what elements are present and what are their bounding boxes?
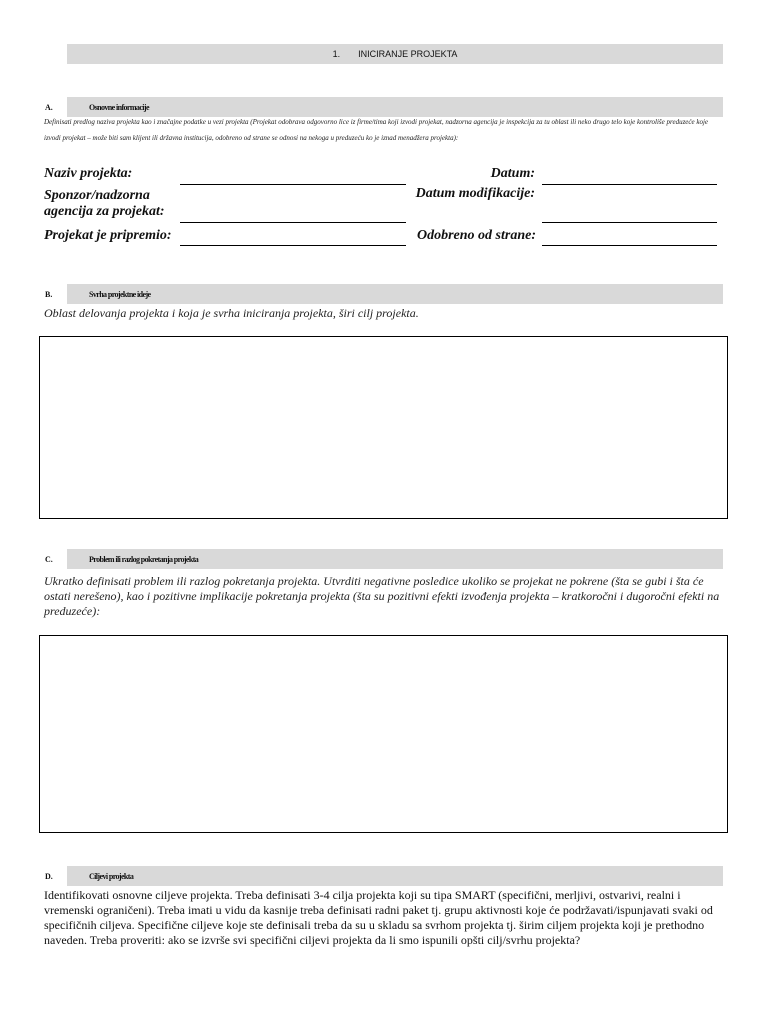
label-sponzor-line1: Sponzor/nadzorna bbox=[44, 188, 150, 203]
section-c-instruction: Ukratko definisati problem ili razlog pokretanja projekta. Utvrditi negativne posledice ukoliko se projekat ne pokrene (šta se gubi i šta će ostati nerešeno), kao i pozitivne implikacije pokretanja projekta (šta su pozitivni efekti izvođenja projekta – kratkoročni i dugoročni efekti na preduzeće): bbox=[44, 574, 720, 618]
label-odobreno-od-strane: Odobreno od strane: bbox=[416, 228, 536, 243]
section-b-title: Svrha projektne ideje bbox=[89, 289, 151, 299]
section-b-letter: B. bbox=[45, 289, 53, 299]
section-d-title: Ciljevi projekta bbox=[89, 871, 134, 881]
section-c-header bbox=[45, 549, 723, 569]
document-title: INICIRANJE PROJEKTA bbox=[358, 49, 458, 59]
section-b-header bbox=[45, 284, 723, 304]
field-datum[interactable] bbox=[542, 184, 717, 185]
section-a-letter: A. bbox=[45, 102, 53, 112]
field-odobreno-od-strane[interactable] bbox=[542, 245, 717, 246]
section-d-header bbox=[45, 866, 723, 886]
title-number: 1. bbox=[332, 49, 341, 59]
field-datum-modifikacije[interactable] bbox=[542, 222, 717, 223]
label-naziv-projekta: Naziv projekta: bbox=[44, 166, 133, 181]
section-a-title: Osnovne informacije bbox=[89, 102, 149, 112]
label-projekat-pripremio: Projekat je pripremio: bbox=[44, 228, 172, 243]
field-naziv-projekta[interactable] bbox=[180, 184, 406, 185]
section-c-letter: C. bbox=[45, 554, 53, 564]
field-sponzor[interactable] bbox=[180, 222, 406, 223]
section-b-instruction: Oblast delovanja projekta i koja je svrha iniciranja projekta, širi cilj projekta. bbox=[44, 306, 419, 320]
field-projekat-pripremio[interactable] bbox=[180, 245, 406, 246]
label-datum: Datum: bbox=[490, 166, 535, 181]
section-c-title: Problem ili razlog pokretanja projekta bbox=[89, 554, 199, 564]
label-datum-modifikacije: Datum modifikacije: bbox=[415, 186, 535, 201]
document-title-bar bbox=[67, 44, 723, 64]
label-sponzor-line2: agencija za projekat: bbox=[44, 204, 165, 219]
section-a-note: Definisati predlog naziva projekta kao i značajne podatke u vezi projekta (Projekat odobrava odgovorno lice iz firme/tima koji izvodi projekat, nadzorna agencija je inspekcija za tu oblast ili neko drugo telo koje kontroliše preduzeće koje izvodi projekat – može biti sam klijent ili državna institucija, odobreno od strane se odnosi na nekoga u preduzeću ko je iznad menadžera projekta): bbox=[44, 118, 709, 142]
section-d-letter: D. bbox=[45, 871, 53, 881]
section-c-text-box[interactable] bbox=[39, 635, 728, 833]
section-b-text-box[interactable] bbox=[39, 336, 728, 519]
section-d-instruction: Identifikovati osnovne ciljeve projekta. Treba definisati 3-4 cilja projekta koji su tipa SMART (specifični, merljivi, ostvarivi, realni i vremenski ograničeni). Treba imati u vidu da kasnije treba definisati radni paket tj. grupu aktivnosti koje će podržavati/ispunjavati svaki od specifičnih ciljeva. Specifične ciljeve koje ste definisali treba da su u skladu sa svrhom projekta tj. širim ciljem projekta koji je prethodno naveden. Treba proveriti: ako se izvrše svi specifični ciljevi projekta da li smo ispunili opšti cilj/svrhu projekta? bbox=[44, 888, 713, 947]
